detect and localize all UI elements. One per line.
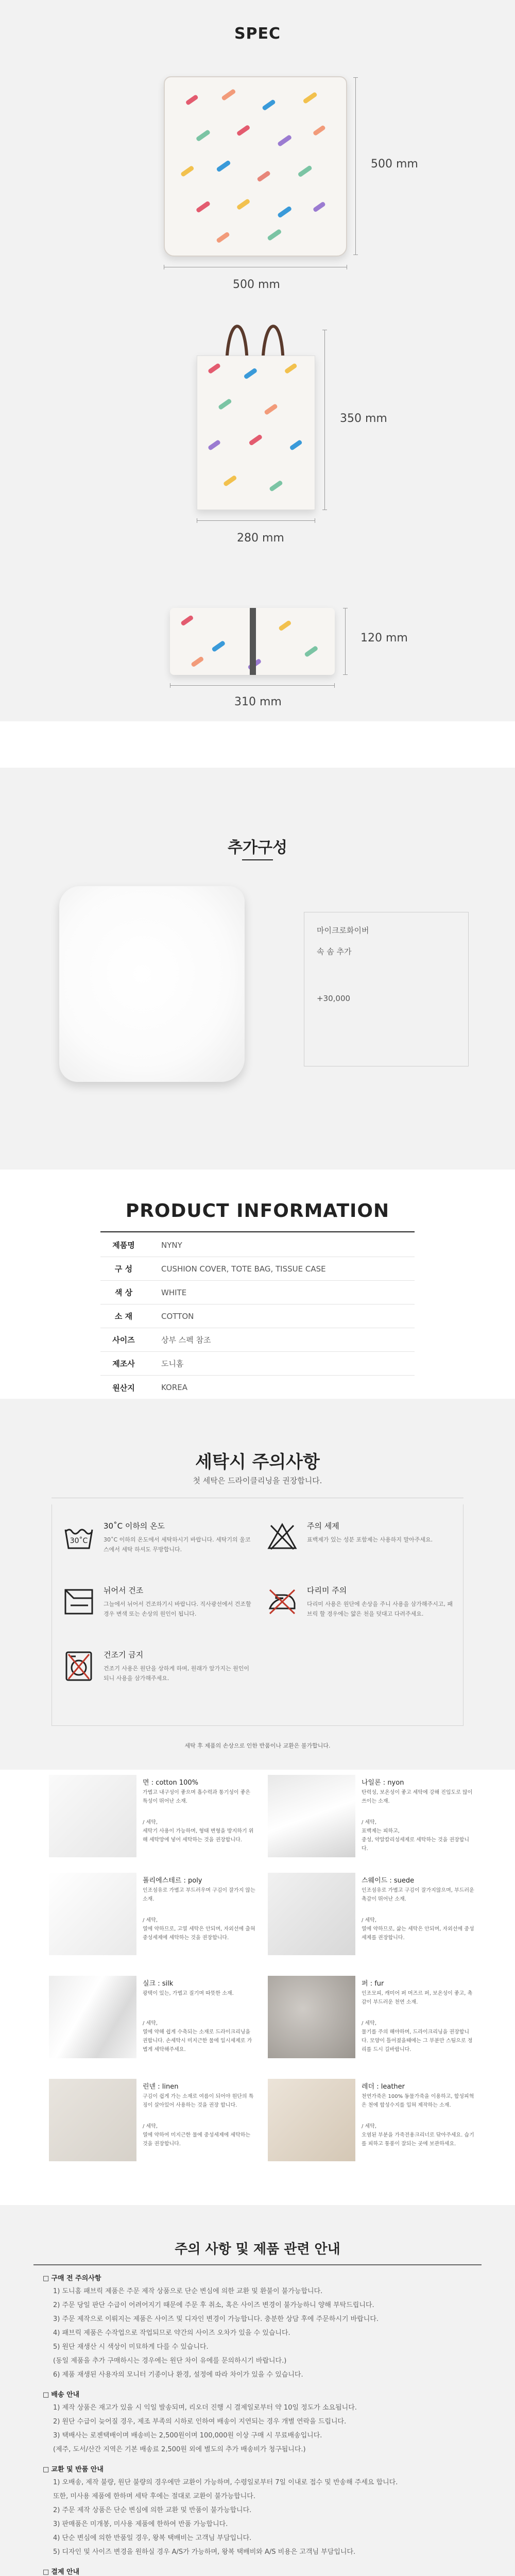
addon-item-title: 마이크로화이버 [317, 926, 369, 935]
addon-item-subtitle: 속 솜 추가 [317, 947, 352, 956]
product-info-key: 소 재 [114, 1312, 133, 1321]
notice-line: 6) 제품 재생된 사용자의 모니터 기종이나 환경, 설정에 따라 차이가 있을 수 있습니다. [53, 2371, 303, 2379]
fabric-title: 폴리에스테르 : poly [143, 1877, 202, 1885]
notice-line: (제주, 도서/산간 지역은 기본 배송료 2,500원 외에 별도의 추가 배송비가 청구됩니다.) [53, 2446, 306, 2453]
product-info-row [100, 1304, 415, 1328]
no-iron-icon [266, 1585, 299, 1618]
notice-subsection-title: □ 구매 전 주의사항 [43, 2273, 472, 2282]
fabric-wash: / 세탁, 열에 약해 쉽게 수축되는 소재로 드라이크리닝을 권합니다. 손세탁시 미지근한 물에 일시세제로 가볍게 세탁해주세요. [143, 2021, 252, 2053]
cotton-swatch [49, 1775, 136, 1857]
notice-subsection-title: □ 배송 안내 [43, 2389, 472, 2399]
cushion-height-dimension [355, 77, 356, 255]
notice-line: 4) 단순 변심에 의한 반품일 경우, 왕복 택배비는 고객님 부담입니다. [53, 2534, 252, 2542]
product-info-value: KOREA [161, 1383, 187, 1392]
fabric-item-nylon [268, 1775, 484, 1862]
notice-line: 2) 주문 제작 상품은 단순 변심에 의한 교환 및 반품이 불가능합니다. [53, 2506, 252, 2514]
fabric-item-linen [49, 2079, 265, 2166]
tote-height-label: 350 mm [340, 412, 387, 425]
wash-item [57, 1646, 258, 1698]
washing-footer: 세탁 후 제품의 손상으로 인한 반품이나 교환은 불가합니다. [184, 1742, 331, 1749]
no-tumble-dry-icon [62, 1649, 95, 1682]
pillow-insert-image [59, 886, 245, 1082]
fabric-wash: / 세탁, 오염된 부분을 가죽전용크리너로 닦아주세요. 습기를 피하고 통풍이 잘되는 곳에 보관하세요. [362, 2124, 474, 2147]
fabric-desc: 인조모피, 캐미어 퍼 머즈르 퍼, 보온성이 좋고, 촉감이 부드러운 천연 소재. [362, 1991, 473, 2005]
washing-instructions-section [0, 1399, 515, 1770]
notice-line: 5) 디자인 및 사이즈 변경을 원하실 경우 A/S가 가능하며, 왕복 택배비와 A/S 비용은 고객님 부담입니다. [53, 2548, 356, 2556]
notice-line: 또한, 미사용 제품에 한하며 세탁 후에는 절대로 교환이 불가능합니다. [53, 2493, 255, 2500]
product-info-row [100, 1281, 415, 1304]
fabric-item-leather [268, 2079, 484, 2166]
no-bleach-icon [266, 1520, 299, 1553]
spec-title: SPEC [234, 25, 281, 43]
wash-item-desc: 건조기 사용은 원단을 상하게 하며, 원래가 앞가지는 원인이 되니 사용을 삼가해주세요. [104, 1665, 249, 1682]
notice-box [33, 2264, 482, 2576]
spec-section [0, 0, 515, 721]
fabric-title: 실크 : silk [143, 1980, 174, 1988]
suede-swatch [268, 1873, 355, 1955]
product-information-section [0, 1170, 515, 1396]
silk-swatch [49, 1976, 136, 2058]
fabric-desc: 천연가죽은 100% 동물가죽을 이용하고, 합성피혁은 천에 합성수지를 입혀 제작하는 소재. [362, 2094, 474, 2108]
cushion-height-label: 500 mm [371, 158, 418, 171]
wash-item [261, 1582, 461, 1633]
product-information-divider [100, 1231, 415, 1232]
notice-line: 3) 판매품은 미개봉, 미사용 제품에 한하여 반품 가능합니다. [53, 2520, 228, 2528]
fabric-desc: 구김이 쉽게 가는 소재로 여름이 되어야 원단의 특징이 살아있어 사용하는 것을 권장 합니다. [143, 2094, 254, 2108]
notice-line: 4) 패브릭 제품은 수작업으로 작업되므로 약간의 사이즈 오차가 있을 수 있습니다. [53, 2329, 290, 2337]
tissue-width-dimension [170, 685, 335, 686]
washing-title: 세탁시 주의사항 [195, 1452, 320, 1472]
fabric-item-silk [49, 1976, 265, 2063]
fabric-wash: / 세탁, 열에 약하므로, 고열 세탁은 안되며, 자외선에 출혀 중성세제에 세탁하는 것을 권장합니다. [143, 1918, 255, 1941]
notice-line: 5) 원단 재생산 시 색상이 미묘하게 다를 수 있습니다. [53, 2343, 209, 2351]
leather-swatch [268, 2079, 355, 2161]
wash-item-title: 건조기 금지 [104, 1650, 144, 1659]
tissue-width-label: 310 mm [234, 696, 282, 708]
product-info-value: 도니홈 [161, 1359, 184, 1368]
notice-line: 1) 도니홈 패브릭 제품은 주문 제작 상품으로 단순 변심에 의한 교환 및 환불이 불가능합니다. [53, 2287, 323, 2295]
fabric-wash: / 세탁, 표백제는 피하고, 중성, 약알칼리성세제로 세탁하는 것을 권장합니다. [362, 1820, 470, 1852]
fabric-desc: 탄력성, 보온성이 좋고 세탁에 강해 진입도로 많이 쓰이는 소재. [362, 1790, 473, 1804]
fabric-desc: 가볍고 내구성이 좋으며 흡수력과 통기성이 좋은 특성이 뛰어난 소재. [143, 1790, 251, 1804]
tissue-height-label: 120 mm [360, 632, 408, 645]
product-info-value: CUSHION COVER, TOTE BAG, TISSUE CASE [161, 1264, 326, 1274]
wash-item [261, 1517, 461, 1569]
tote-height-dimension [324, 330, 325, 510]
wash-item-desc: 다리미 사용은 원단에 손상을 주니 사용을 삼가해주시고, 패브릭 할 경우에는 얇은 천을 덧대고 다려주세요. [307, 1601, 453, 1617]
nylon-swatch [268, 1775, 355, 1857]
washing-box [52, 1504, 464, 1726]
fabric-title: 나일론 : nyon [362, 1779, 404, 1787]
notice-line: (동일 제품을 추가 구매하시는 경우에는 원단 차이 유에를 문의하시기 바랍니다.) [53, 2357, 287, 2365]
svg-text:30˚C: 30˚C [70, 1537, 88, 1545]
wash-item-desc: 표백제가 있는 성분 포함제는 사용하지 말아주세요. [307, 1536, 433, 1543]
product-info-value: WHITE [161, 1287, 187, 1297]
tote-image [197, 355, 315, 510]
fabric-wash: / 세탁, 물기를 주의 해야하며, 드라이크리닝을 권장합니다. 모양이 틀어졌을때에는 그 부분만 스팀으로 정리를 드시 길바랍니다. [362, 2021, 473, 2053]
notice-subsection [43, 2566, 472, 2576]
wash-item-title: 다리미 주의 [307, 1586, 347, 1595]
dry-flat-icon [62, 1585, 95, 1618]
notice-title: 주의 사항 및 제품 관련 안내 [175, 2242, 340, 2257]
fabric-title: 면 : cotton 100% [143, 1779, 198, 1787]
fabric-desc: 인조섬유로 가볍고 구김이 잘가지않으며, 부드러운 촉감이 뛰어난 소재. [362, 1888, 474, 1902]
product-info-row [100, 1352, 415, 1376]
product-info-row [100, 1257, 415, 1281]
product-info-key: 제조사 [112, 1359, 135, 1368]
cushion-image [164, 76, 347, 257]
wash-30-icon [62, 1520, 95, 1553]
fabric-title: 레더 : leather [362, 2083, 405, 2091]
notice-subsection-title: □ 교환 및 반품 안내 [43, 2464, 472, 2473]
wash-item-desc: 30˚C 이하의 온도에서 세탁하시기 바랍니다. 세탁기의 울코스에서 세탁 하셔도 무방합니다. [104, 1536, 251, 1553]
fabric-desc: 인조섬유로 가볍고 부드러우며 구김이 잘가지 않는 소재. [143, 1888, 255, 1902]
product-info-value: 상부 스펙 참조 [161, 1335, 211, 1345]
notice-line: 3) 주문 제작으로 이뤄지는 제품은 사이즈 및 디자인 변경이 가능합니다. 충분한 상담 후에 주문하시기 바랍니다. [53, 2315, 379, 2323]
fabric-title: 퍼 : fur [362, 1980, 384, 1988]
addon-section [0, 768, 515, 1170]
wash-item-desc: 그늘에서 뉘어서 건조하기시 바랍니다. 직사광선에서 건조할 경우 변색 또는 손상의 원인이 됩니다. [104, 1601, 251, 1617]
product-info-row [100, 1328, 415, 1352]
product-info-key: 원산지 [112, 1383, 135, 1393]
cushion-width-label: 500 mm [233, 278, 280, 291]
fabric-wash: / 세탁, 열에 약하므로, 삶는 세탁은 안되며, 자외선에 중성세제를 권장합니다. [362, 1918, 474, 1941]
poly-swatch [49, 1873, 136, 1955]
product-info-value: COTTON [161, 1311, 194, 1321]
notice-subsection [43, 2464, 472, 2559]
wash-item [57, 1582, 258, 1633]
notice-subsection-title: □ 결제 안내 [43, 2566, 472, 2576]
addon-divider [242, 859, 273, 860]
washing-lead: 첫 세탁은 드라이클리닝을 권장합니다. [193, 1476, 322, 1485]
fabric-wash: / 세탁, 열에 약하여 미지근한 물에 중성세제에 세탁하는 것을 권장합니다. [143, 2124, 251, 2147]
notice-subsection [43, 2389, 472, 2456]
addon-item-price: +30,000 [317, 994, 351, 1003]
wash-item [57, 1517, 258, 1569]
notice-line: 2) 원단 수급이 늦어질 경우, 제조 부족의 시하로 인하여 배송이 지연되는 경우 개별 연락을 드립니다. [53, 2418, 347, 2426]
product-info-key: 제품명 [112, 1241, 135, 1250]
wash-item-title: 뉘어서 건조 [104, 1586, 144, 1595]
fabric-item-suede [268, 1873, 484, 1960]
fabric-desc: 광택이 있는, 가볍고 질기며 따뜻한 소재. [143, 1991, 234, 1996]
wash-item-title: 30˚C 이하의 온도 [104, 1521, 165, 1531]
tissue-case-image [170, 608, 335, 675]
fur-swatch [268, 1976, 355, 2058]
wash-item-title: 주의 세제 [307, 1521, 339, 1531]
fabric-item-cotton [49, 1775, 265, 1862]
fabric-wash: / 세탁, 세탁기 사용이 가능하며, 형태 변형을 방지하기 위해 세탁망에 넣어 세탁하는 것을 권장합니다. [143, 1820, 254, 1843]
fabric-item-fur [268, 1976, 484, 2063]
tote-width-label: 280 mm [237, 532, 284, 545]
fabric-section [0, 1770, 515, 2172]
product-information-title: PRODUCT INFORMATION [125, 1200, 390, 1222]
addon-title: 추가구성 [228, 839, 287, 857]
notice-line: 2) 주문 당일 판단 수급이 어려어지기 때문에 주문 후 취소, 혹은 사이즈 변경이 불가능하니 양해 부탁드립니다. [53, 2301, 374, 2309]
product-info-key: 색 상 [114, 1288, 133, 1297]
notice-subsection [43, 2273, 472, 2382]
fabric-title: 스웨이드 : suede [362, 1877, 415, 1885]
product-info-row [100, 1376, 415, 1399]
addon-option-box [304, 912, 469, 1066]
notice-line: 1) 제작 상품은 재고가 있을 시 익일 발송되며, 리오더 진행 시 결제일로부터 약 10일 정도가 소요됩니다. [53, 2404, 357, 2412]
fabric-title: 린넨 : linen [143, 2083, 179, 2091]
product-info-value: NYNY [161, 1240, 182, 1250]
notice-line: 1) 오배송, 제작 불량, 원단 불량의 경우에만 교환이 가능하며, 수령일로부터 7일 이내로 접수 및 반송해 주세요 합니다. [53, 2479, 398, 2486]
product-info-key: 사이즈 [112, 1335, 135, 1345]
fabric-item-poly [49, 1873, 265, 1960]
tote-width-dimension [197, 520, 315, 521]
product-info-row [100, 1233, 415, 1257]
notice-line: 3) 택배사는 로젠택배이며 배송비는 2,500원이며 100,000원 이상 구매 시 무료배송입니다. [53, 2432, 322, 2439]
linen-swatch [49, 2079, 136, 2161]
tissue-height-dimension [345, 608, 346, 675]
notice-section [0, 2205, 515, 2576]
product-info-key: 구 성 [114, 1264, 133, 1274]
